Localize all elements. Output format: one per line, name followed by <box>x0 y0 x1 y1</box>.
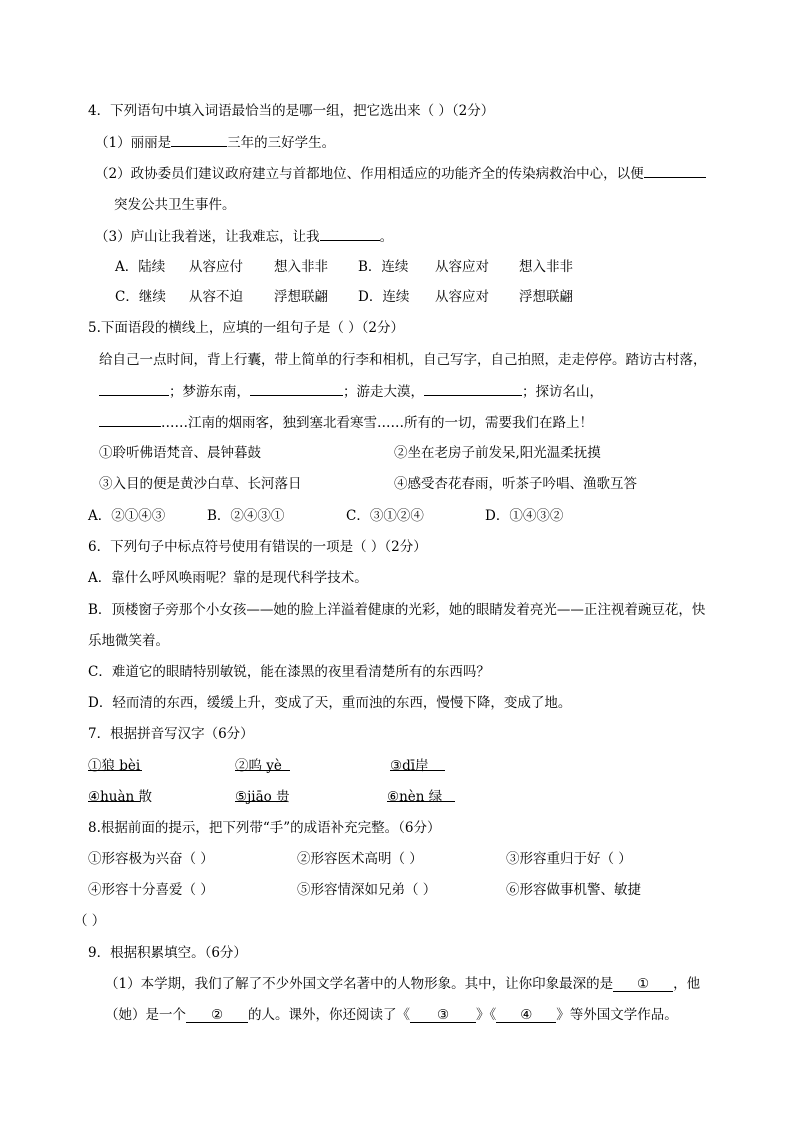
q5-passage-line-1: 给自己一点时间，背上行囊，带上简单的行李和相机，自己写字，自己拍照，走走停停。踏访古村落， <box>99 352 707 368</box>
q9-blank-4[interactable]: ④ <box>496 1008 556 1023</box>
q4-blank-1[interactable] <box>171 132 227 147</box>
q4-stem: 4．下列语句中填入词语最恰当的是哪一组，把它选出来（ ）（2分） <box>88 103 495 119</box>
worksheet-page: 4．下列语句中填入词语最恰当的是哪一组，把它选出来（ ）（2分） （1）丽丽是 三年的三好学生。 （2）政协委员们建议政府建立与首都地位、作用相适应的功能齐全的传染病救治中心，以便 突发公共卫生事件。 （3）庐山让我着迷，让我难忘，让我 。 A．陆续 从容应付 想入非非 B．连续 从容应对 想入非非 C．继续 从容不迫 浮想联翩 D．连续 从容应对 浮想联翩 5.下面语段的横线上，应填的一组句子是（ ）（2分） 给自己一点时间，背上行囊，带上简单的行李和相机，自己写字，自己拍照，走走停停。踏访古村落， ；梦游东南， ；游走大漠， ；探访名山， ……江南的烟雨客，独到塞北看寒雪……所有的一切，需要我们在路上！ ①聆听佛语梵音、晨钟暮鼓 ②坐在老房子前发呆,阳光温柔抚摸 ③入目的便是黄沙白草、长河落日 ④感受杏花春雨，听茶子吟唱、渔歌互答 A．②①④③ B．②④③① C．③①②④ D．①④③② 6．下列句子中标点符号使用有错误的一项是（ ）（2分） A．靠什么呼风唤雨呢？靠的是现代科学技术。 B．顶楼窗子旁那个小女孩——她的脸上洋溢着健康的光彩，她的眼睛发着亮光——正注视着豌豆花，快 乐地微笑着。 C．难道它的眼睛特别敏锐，能在漆黑的夜里看清楚所有的东西吗？ D．轻而清的东西，缓缓上升，变成了天，重而浊的东西，慢慢下降，变成了地。 7．根据拼音写汉字（6分） ①狼 bèi ②呜 yè ③dī岸 ④huàn 散 ⑤jiāo 贵 ⑥nèn 绿 8.根据前面的提示，把下列带“手”的成语补充完整。（6分） ①形容极为兴奋（ ） ②形容医术高明（ ） ③形容重归于好（ ） ④形容十分喜爱（ ） ⑤形容情深如兄弟（ ） ⑥形容做事机警、敏捷 （ ） 9．根据积累填空。（6分） （1）本学期，我们了解了不少外国文学名著中的人物形象。其中，让你印象最深的是 ① ，他 （她）是一个 ② 的人。课外，你还阅读了《 ③ 》《 ④ 》等外国文学作品。 <box>74 103 707 1023</box>
q8-item-3: ③形容重归于好（ ） <box>506 851 632 867</box>
q9-blank-1[interactable]: ① <box>613 977 673 992</box>
q7-item-5: ⑤jiāo 贵 <box>235 789 290 805</box>
q4-sentence-3: （3）庐山让我着迷，让我难忘，让我 。 <box>95 226 393 247</box>
q7-blank-3[interactable] <box>390 756 445 771</box>
q4-option-a: A．陆续 <box>115 259 166 275</box>
q6-option-b: B．顶楼窗子旁那个小女孩——她的脸上洋溢着健康的光彩，她的眼睛发着亮光——正注视着豌豆花，快 <box>88 602 706 618</box>
q7-blank-6[interactable] <box>387 787 455 802</box>
q5-answer-c[interactable]: C．③①②④ <box>346 508 424 524</box>
q8-item-1: ①形容极为兴奋（ ） <box>88 851 214 867</box>
q4-option-c: C．继续 <box>115 289 166 305</box>
q9-stem: 9．根据积累填空。（6分） <box>88 945 247 961</box>
q5-passage-line-3: ……江南的烟雨客，独到塞北看寒雪……所有的一切，需要我们在路上！ <box>99 412 593 433</box>
q4-sentence-2: （2）政协委员们建议政府建立与首都地位、作用相适应的功能齐全的传染病救治中心，以便 <box>95 163 706 184</box>
q5-answer-d[interactable]: D．①④③② <box>485 508 564 524</box>
q5-blank-2[interactable] <box>250 381 343 396</box>
q9-blank-3[interactable]: ③ <box>410 1008 476 1023</box>
q4-blank-3[interactable] <box>320 226 380 241</box>
q9-line-1: （1）本学期，我们了解了不少外国文学名著中的人物形象。其中，让你印象最深的是 ① ，他 <box>105 976 701 992</box>
q5-choice-3: ③入目的便是黄沙白草、长河落日 <box>99 476 302 492</box>
q6-option-c: C．难道它的眼睛特别敏锐，能在漆黑的夜里看清楚所有的东西吗？ <box>88 664 490 680</box>
q5-answer-b[interactable]: B．②④③① <box>207 508 285 524</box>
q7-blank-1[interactable] <box>88 756 142 771</box>
q7-stem: 7．根据拼音写汉字（6分） <box>88 726 254 742</box>
q5-blank-4[interactable] <box>99 412 161 427</box>
q8-item-6-cont: （ ） <box>74 913 106 929</box>
q8-item-5: ⑤形容情深如兄弟（ ） <box>297 882 437 898</box>
q5-blank-1[interactable] <box>99 381 169 396</box>
q7-item-6: ⑥nèn 绿 <box>387 789 443 805</box>
q7-blank-4[interactable] <box>88 787 140 802</box>
q9-blank-2[interactable]: ② <box>186 1008 248 1023</box>
q4-sentence-2-cont: 突发公共卫生事件。 <box>114 197 236 213</box>
q7-item-2: ②呜 yè <box>235 758 282 774</box>
q5-stem: 5.下面语段的横线上，应填的一组句子是（ ）（2分） <box>88 320 405 336</box>
q4-blank-2[interactable] <box>644 163 706 178</box>
q5-choice-2: ②坐在老房子前发呆,阳光温柔抚摸 <box>394 445 601 461</box>
q8-item-6: ⑥形容做事机警、敏捷 <box>506 882 641 898</box>
q5-choice-1: ①聆听佛语梵音、晨钟暮鼓 <box>99 445 261 461</box>
q5-answer-a[interactable]: A．②①④③ <box>88 508 166 524</box>
q6-option-d: D．轻而清的东西，缓缓上升，变成了天，重而浊的东西，慢慢下降，变成了地。 <box>88 695 572 711</box>
q5-passage-line-2: ；梦游东南， ；游走大漠， ；探访名山， <box>99 381 603 402</box>
q4-sentence-1: （1）丽丽是 三年的三好学生。 <box>95 132 335 153</box>
q7-item-3: ③dī岸 <box>390 758 429 774</box>
q6-option-b-cont: 乐地微笑着。 <box>88 633 169 649</box>
q8-stem: 8.根据前面的提示，把下列带“手”的成语补充完整。（6分） <box>88 820 441 836</box>
q5-blank-3[interactable] <box>424 381 522 396</box>
q7-item-4: ④huàn 散 <box>88 789 153 805</box>
q8-item-4: ④形容十分喜爱（ ） <box>88 882 214 898</box>
q7-blank-5[interactable] <box>235 787 287 802</box>
q7-item-1: ①狼 bèi <box>88 758 141 774</box>
q7-blank-2[interactable] <box>235 756 290 771</box>
q8-item-2: ②形容医术高明（ ） <box>297 851 423 867</box>
q6-stem: 6．下列句子中标点符号使用有错误的一项是（ ）（2分） <box>88 539 427 555</box>
q4-option-b: B．连续 <box>358 259 409 275</box>
q5-choice-4: ④感受杏花春雨，听茶子吟唱、渔歌互答 <box>394 476 637 492</box>
q4-option-d: D．连续 <box>358 289 410 305</box>
q6-option-a: A．靠什么呼风唤雨呢？靠的是现代科学技术。 <box>88 570 368 586</box>
q9-line-2: （她）是一个 ② 的人。课外，你还阅读了《 ③ 》《 ④ 》等外国文学作品。 <box>105 1007 678 1023</box>
